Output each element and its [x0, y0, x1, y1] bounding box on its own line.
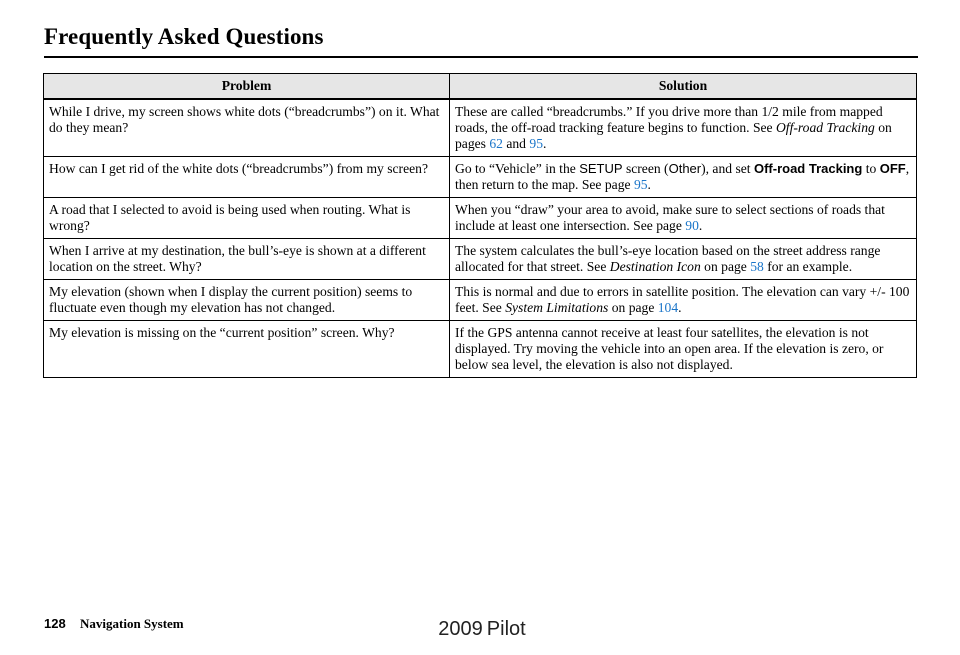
problem-cell: When I arrive at my destination, the bull’s-eye is shown at a different location on the street. Why?: [44, 239, 450, 280]
solution-text: .: [542, 136, 547, 151]
table-row: [44, 99, 917, 157]
solution-text: on page: [608, 300, 658, 315]
solution-text: screen (: [622, 161, 669, 176]
table-row: [44, 239, 917, 280]
solution-text: When you “draw” your area to avoid, make sure to select sections of roads that include at least one intersection. See page: [455, 202, 885, 233]
page-link[interactable]: 104: [657, 300, 679, 315]
solution-text: on page: [700, 259, 751, 274]
problem-cell: A road that I selected to avoid is being used when routing. What is wrong?: [44, 198, 450, 239]
watermark: [0, 618, 960, 641]
solution-text: This is normal and due to errors in satellite position. The elevation can vary +/- 100 feet. See: [455, 284, 910, 315]
screen-name: Other: [668, 161, 702, 176]
solution-cell: [450, 321, 917, 378]
problem-cell: My elevation (shown when I display the current position) seems to fluctuate even though my elevation has not changed.: [44, 280, 450, 321]
faq-table: [43, 73, 917, 378]
setting-value: OFF: [879, 161, 906, 176]
solution-text: These are called “breadcrumbs.” If you drive more than 1/2 mile from mapped roads, the off-road tracking feature begins to function. See: [455, 104, 883, 135]
table-row: [44, 157, 917, 198]
table-row: [44, 198, 917, 239]
solution-cell: [450, 280, 917, 321]
page-link[interactable]: 90: [685, 218, 699, 233]
table-row: [44, 280, 917, 321]
solution-text: .: [678, 300, 682, 315]
solution-cell: [450, 99, 917, 157]
screen-name: SETUP: [579, 161, 623, 176]
solution-text: and: [502, 136, 530, 151]
solution-text: The system calculates the bull’s-eye location based on the street address range allocated for that street. See: [455, 243, 881, 274]
page-link[interactable]: 58: [750, 259, 764, 274]
footer-label: Navigation System: [80, 616, 184, 631]
solution-cell: [450, 239, 917, 280]
solution-text: If the GPS antenna cannot receive at least four satellites, the elevation is not displayed. Try moving the vehicle into an open area. If the elevation is zero, or below sea level, the elevation is also not displayed.: [455, 325, 884, 372]
solution-text: Go to “Vehicle” in the: [455, 161, 580, 176]
page-number: 128: [44, 616, 66, 631]
problem-cell: While I drive, my screen shows white dots (“breadcrumbs”) on it. What do they mean?: [44, 99, 450, 157]
solution-text: to: [862, 161, 880, 176]
page-link[interactable]: 95: [529, 136, 543, 151]
solution-text: for an example.: [763, 259, 853, 274]
problem-cell: My elevation is missing on the “current position” screen. Why?: [44, 321, 450, 378]
watermark-year: 2009: [438, 618, 483, 640]
page-link[interactable]: 95: [633, 177, 648, 192]
section-reference: Destination Icon: [609, 259, 701, 274]
solution-cell: [450, 198, 917, 239]
solution-text: .: [698, 218, 703, 233]
page-title: Frequently Asked Questions: [44, 24, 324, 49]
section-reference: System Limitations: [505, 300, 609, 315]
solution-text: , then return to the map. See page: [455, 161, 910, 192]
table-header-row: [44, 74, 917, 100]
page-link[interactable]: 62: [489, 136, 503, 151]
solution-cell: [450, 157, 917, 198]
title-divider: [44, 56, 918, 58]
solution-text: on pages: [455, 120, 892, 151]
section-reference: Off-road Tracking: [775, 120, 875, 135]
solution-text: ), and set: [701, 161, 754, 176]
solution-text: .: [647, 177, 651, 192]
header-solution: Solution: [450, 74, 917, 100]
table-row: [44, 321, 917, 378]
header-problem: Problem: [44, 74, 450, 100]
watermark-model: Pilot: [486, 618, 526, 640]
problem-cell: How can I get rid of the white dots (“breadcrumbs”) from my screen?: [44, 157, 450, 198]
setting-name: Off-road Tracking: [753, 161, 863, 176]
